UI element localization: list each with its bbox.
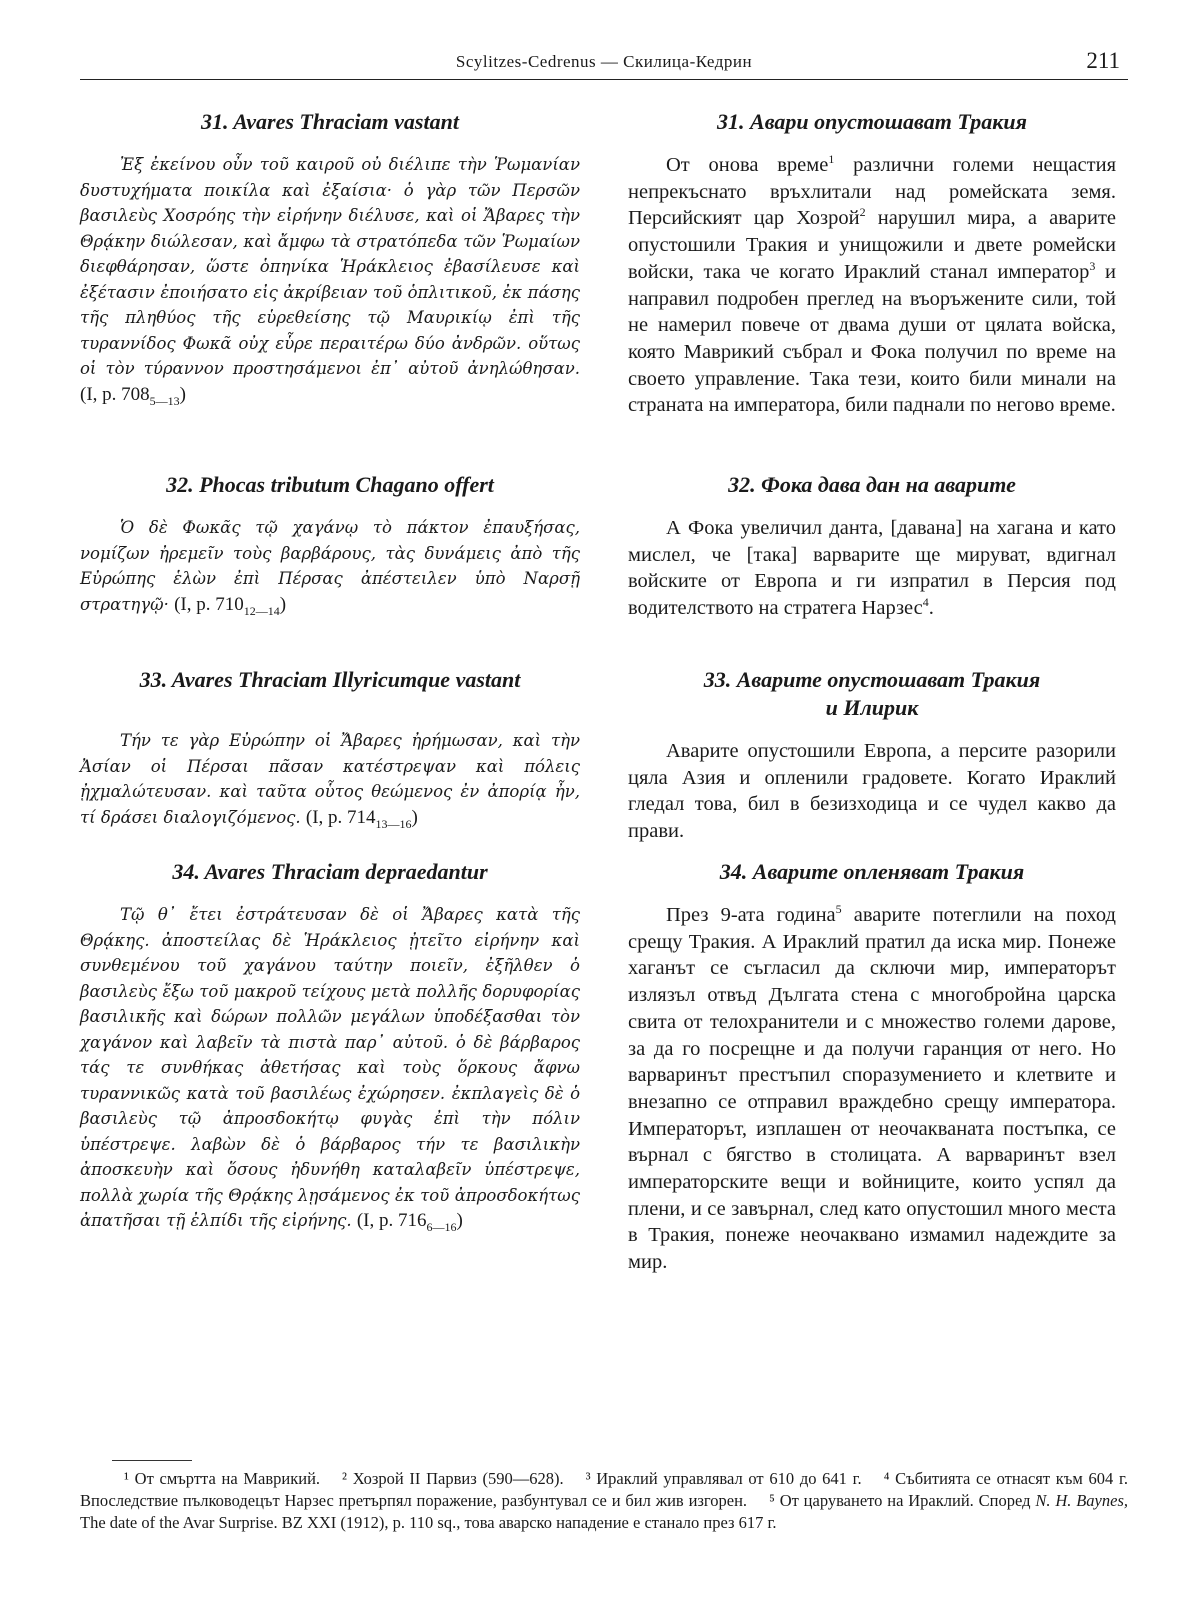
greek-text: Ἐξ ἐκείνου οὖν τοῦ καιροῦ οὐ διέλιπε τὴν Ῥωμανίαν δυστυχήματα ποικίλα καὶ ἐξαίσια· ὁ γὰρ τῶν Περσῶν βασιλεὺς Χοσρόης τὴν εἰρήνην διέλυσε, καὶ οἱ Ἄβαρες τὴν Θρᾴκην διώλεσαν, καὶ ἄμφω τὰ στρατόπεδα τῶν Ῥωμαίων διεφθάρησαν, ὥστε ὁπηνίκα Ἡράκλειος ἐβασίλευσε καὶ ἐξέτασιν ἐποιήσατο εἰς ἀκρίβειαν τοῦ ὁπλιτικοῦ, ἐκ πάσης τῆς πληθύος τῆς εὑρεθείσης τῷ Μαυρικίῳ ἐπὶ τῆς τυραννίδος Φωκᾶ οὐχ εὗρε περαιτέρω δύο ἀνδρῶν. οὕτως οἱ τὸν τύραννον προστησάμενοι ἐπ᾽ αὐτοῦ ἀνηλώθησαν. bbox=[80, 155, 580, 378]
greek-text: Τῷ θ᾽ ἔτει ἐστράτευσαν δὲ οἱ Ἄβαρες κατὰ τῆς Θρᾴκης. ἀποστείλας δὲ Ἡράκλειος ᾐτεῖτο εἰρήνην καὶ συνθεμένου τοῦ χαγάνου ταύτην ποιεῖν, ἐξῆλθεν ὁ βασιλεὺς ἔξω τοῦ μακροῦ τείχους μετὰ πολλῆς δορυφορίας βασιλικῆς καὶ δώρων πολλῶν μεγάλων ὑποδέξασθαι τὸν χαγάνον καὶ λαβεῖν τὰ πιστὰ παρ᾽ αὐτοῦ. ὁ δὲ βάρβαρος τάς τε συνθήκας ἀθετήσας καὶ τοὺς ὅρκους ἄφνω τυραννικῶς κατὰ τοῦ βασιλέως ἐχώρησεν. ἐκπλαγεὶς δὲ ὁ βασιλεὺς τῷ ἀπροσδοκήτῳ φυγὰς ἐπὶ τὴν πόλιν ὑπέστρεψε. λαβὼν δὲ ὁ βάρβαρος τήν τε βασιλικὴν ἀποσκευὴν καὶ ὅσους ἠδυνήθη καταλαβεῖν ὑπέστρεψε, πολλὰ χωρία τῆς Θρᾴκης λῃσάμενος ἐκ τοῦ ἀπροσδοκήτως ἀπατῆσαι τῇ ἐλπίδι τῆς εἰρήνης. bbox=[80, 905, 580, 1230]
greek-passage bbox=[80, 515, 580, 624]
section-31-bulgarian bbox=[628, 108, 1116, 419]
bulgarian-passage: От онова време$^1$ различни големи нещастия непрекъснато връхлитали над ромейската земя. Персийският цар Хозрой$^2$ нарушил мира, а аварите опустошили Тракия и унищожили и двете ромейски войски, така че когато Ираклий станал император$^3$ и направил подробен преглед на въоръжените сили, той не намерил повече от двама души от цялата войска, която Маврикий събрал и Фока получил по време на своето управление. Така тези, които били минали на страната на императора, били паднали по негово време. bbox=[628, 152, 1117, 417]
running-title: Scylitzes-Cedrenus — Скилица-Кедрин bbox=[455, 52, 753, 71]
latin-title: 34. Avares Thraciam depraedantur bbox=[172, 859, 488, 884]
bulgarian-title: 31. Авари опустошават Тракия bbox=[717, 109, 1027, 134]
footnote-author: N. H. Baynes, bbox=[1035, 1491, 1129, 1510]
bulgarian-title: 34. Аварите опленяват Тракия bbox=[719, 859, 1025, 884]
footnote-marker: 4 bbox=[922, 595, 929, 610]
source-reference: (I, p. $708_{5—13}$) bbox=[80, 383, 186, 408]
footnote-marker: 3 bbox=[1089, 258, 1096, 273]
footnote: ² Хозрой II Парвиз (590—628). bbox=[342, 1469, 564, 1488]
footnote: ¹ От смъртта на Маврикий. bbox=[124, 1469, 321, 1488]
section-34-bulgarian bbox=[628, 858, 1116, 1276]
header-rule bbox=[80, 79, 1128, 80]
source-reference: (I, p. $716_{6—16}$) bbox=[356, 1210, 463, 1234]
section-31-greek bbox=[80, 108, 580, 414]
source-reference: (I, p. $710_{12—14}$) bbox=[174, 593, 287, 618]
greek-passage bbox=[80, 152, 580, 414]
footnote-marker: 2 bbox=[859, 205, 866, 220]
source-reference: (I, p. $714_{13—16}$) bbox=[305, 806, 418, 831]
greek-text: Τήν τε γὰρ Εὐρώπην οἱ Ἄβαρες ἠρήμωσαν, καὶ τὴν Ἀσίαν οἱ Πέρσαι πᾶσαν κατέστρεψαν καὶ πόλεις ᾐχμαλώτευσαν. καὶ ταῦτα οὗτος θεώμενος ἐν ἀπορίᾳ ἦν, τί δράσει διαλογιζόμενος. bbox=[80, 731, 580, 827]
page-number: 211 bbox=[1086, 48, 1120, 73]
footnotes bbox=[80, 1468, 1128, 1534]
bulgarian-passage: А Фока увеличил данта, [давана] на хагана и като мислел, че [така] варварите ще мируват, вдигнал войските от Европа и ги изпратил в Персия под водителството на стратега Нарзес$^4$. bbox=[628, 517, 1116, 620]
latin-title: 31. Avares Thraciam vastant bbox=[201, 109, 459, 134]
page-header bbox=[80, 46, 1128, 86]
bulgarian-passage: През 9-ата година$^5$ аварите потеглили на поход срещу Тракия. А Ираклий пратил да иска мир. Понеже хаганът се съгласил да сключи мир, императорът излязъл отвъд Дългата стена с многобройна царска свита от телохранители и с множество големи дарове, за да го посрещне и да получи гаранция от него. Но варваринът престъпил споразумението и клетвите и внезапно се отправил враждебно срещу императора. Императорът, изплашен от неочакваната постъпка, се върнал с бягство в столицата. А варваринът взел императорските вещи и войниците, които успял да плени, и се завърнал, след като опустошил много места в Тракия, понеже неочаквано измамил надеждите за мир. bbox=[628, 902, 1116, 1274]
bulgarian-passage: Аварите опустошили Европа, а персите разорили цяла Азия и опленили градовете. Когато Ираклий гледал това, бил в безизходица и се чудел какво да прави. bbox=[628, 740, 1116, 843]
section-32-greek bbox=[80, 471, 580, 624]
footnote-rule bbox=[112, 1460, 192, 1461]
greek-passage bbox=[80, 728, 580, 837]
latin-title: 32. Phocas tributum Chagano offert bbox=[166, 472, 494, 497]
greek-passage bbox=[80, 902, 580, 1240]
bulgarian-title: 33. Аварите опустошават Тракия и Илирик bbox=[703, 667, 1041, 720]
section-32-bulgarian bbox=[628, 471, 1116, 622]
section-34-greek bbox=[80, 858, 580, 1240]
bulgarian-title: 32. Фока дава дан на аварите bbox=[728, 472, 1016, 497]
greek-text: Ὁ δὲ Φωκᾶς τῷ χαγάνῳ τὸ πάκτον ἐπαυξήσας, νομίζων ἠρεμεῖν τοὺς βαρβάρους, τὰς δυνάμεις ἀπὸ τῆς Εὐρώπης ἑλὼν ἐπὶ Πέρσας ἀπέστειλεν ὑπὸ Ναρσῇ στρατηγῷ· bbox=[80, 518, 580, 614]
footnote-marker: 1 bbox=[828, 152, 835, 167]
footnote: ³ Ираклий управлявал от 610 до 641 г. bbox=[585, 1469, 862, 1488]
footnote: ⁴ Събитията се отнасят към 604 г. Впоследствие пълководецът Нарзес претърпял поражение, разбунтувал се и бил жив изгорен. bbox=[80, 1469, 1129, 1510]
section-33-greek bbox=[80, 666, 580, 837]
section-33-bulgarian bbox=[628, 666, 1116, 845]
footnote: ⁵ От царуването на Ираклий. Според N. H. Baynes, The date of the Avar Surprise. BZ XXI (1912), p. 110 sq., това аварско нападение е станало през 617 г. bbox=[80, 1491, 1129, 1532]
latin-title: 33. Avares Thraciam Illyricumque vastant bbox=[139, 667, 521, 692]
footnote-marker: 5 bbox=[835, 902, 842, 917]
